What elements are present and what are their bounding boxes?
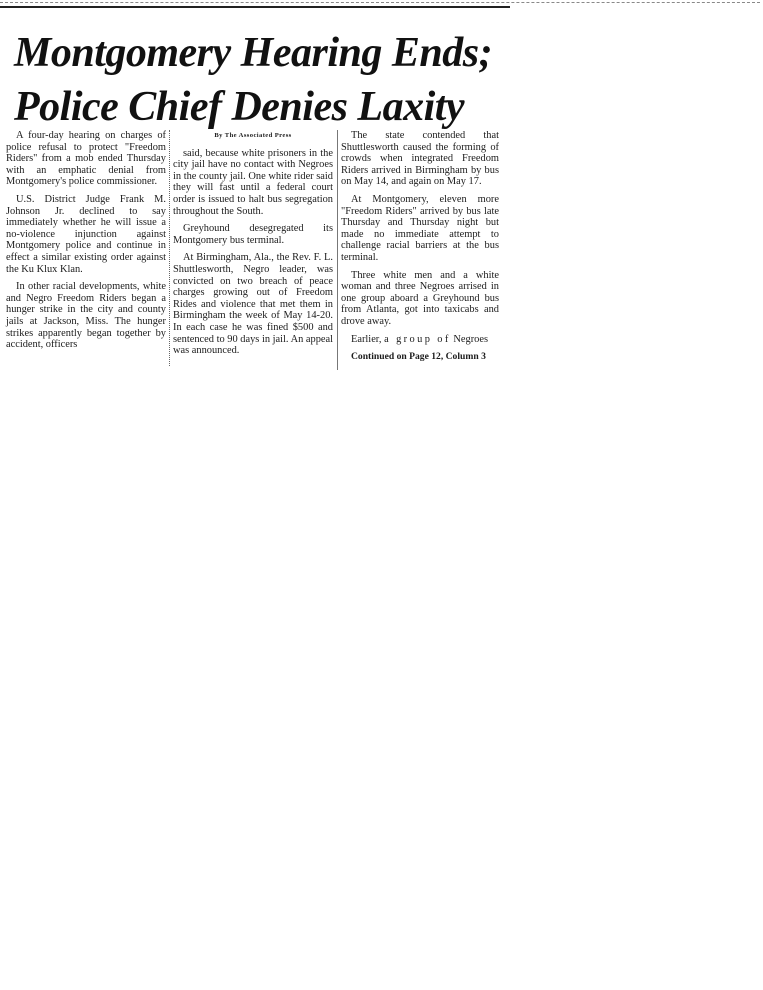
last-spaced: a group of: [384, 333, 451, 345]
top-rule: [0, 6, 510, 8]
paragraph: A four-day hearing on charges of police refusal to protect "Freedom Riders" from a mob ended Thursday with an emphatic denial from Montgomery's police commissioner.: [6, 130, 166, 188]
paragraph: U.S. District Judge Frank M. Johnson Jr. declined to say immediately whether he will issue a no-violence injunction against Montgomery police and continue in effect a similar existing order against the Ku Klux Klan.: [6, 193, 166, 275]
paragraph: At Birmingham, Ala., the Rev. F. L. Shuttlesworth, Negro leader, was convicted on two breach of peace charges growing out of Freedom Rides and violence that met them in Birmingham the week of May 14-20. In each case he was fined $500 and sentenced to 90 days in jail. An appeal was announced.: [173, 252, 333, 357]
paragraph: Three white men and a white woman and three Negroes arrised in one group aboard a Greyhound bus from Atlanta, got into taxicabs and drove away.: [341, 269, 499, 327]
article-column-3: [341, 130, 499, 369]
headline-line-2: Police Chief Denies Laxity: [14, 84, 465, 130]
paragraph: Greyhound desegregated its Montgomery bus terminal.: [173, 223, 333, 246]
article-column-1: [6, 130, 170, 366]
paragraph: The state contended that Shuttlesworth caused the forming of crowds when integrated Freedom Riders arrived in Birmingham by bus on May 14, and again on May 17.: [341, 130, 499, 188]
article-column-2: [173, 130, 338, 370]
paragraph-last: [341, 334, 499, 346]
last-tail: Negroes: [453, 333, 489, 345]
headline-line-1: Montgomery Hearing Ends;: [14, 30, 493, 76]
paragraph: In other racial developments, white and Negro Freedom Riders began a hunger strike in the city and county jails at Jackson, Miss. The hunger strikes apparently began together by accident, officers: [6, 281, 166, 351]
paragraph: said, because white prisoners in the city jail have no contact with Negroes in the county jail. One white rider said they will fast until a federal court order is issued to halt bus segregation throughout the South.: [173, 147, 333, 217]
headline: [14, 26, 514, 134]
last-lead: Earlier,: [351, 333, 382, 345]
jump-line: Continued on Page 12, Column 3: [351, 351, 486, 363]
paragraph: At Montgomery, eleven more "Freedom Riders" arrived by bus late Thursday and Thursday night but made no immediate attempt to challenge racial barriers at the bus terminal.: [341, 193, 499, 263]
top-dashed-rule: [0, 2, 760, 3]
byline: By The Associated Press: [214, 132, 292, 139]
